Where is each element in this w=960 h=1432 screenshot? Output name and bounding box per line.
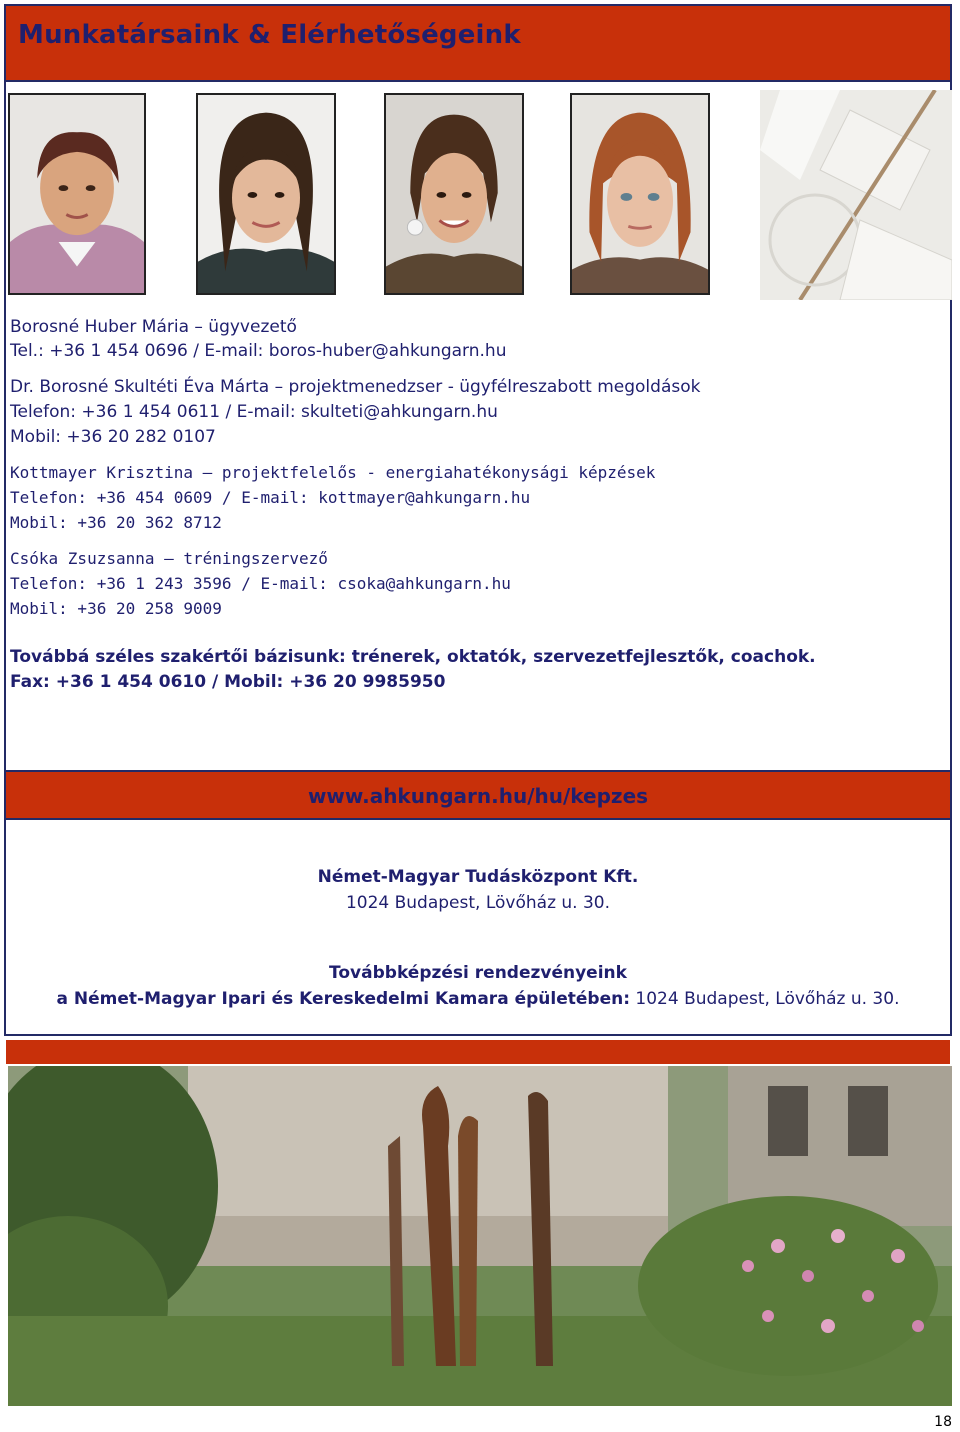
staff-1-contact: Tel.: +36 1 454 0696 / E-mail: boros-huber@ahkungarn.hu	[10, 341, 507, 361]
portrait-photo-1	[8, 93, 146, 295]
bottom-accent-bar	[6, 1040, 950, 1064]
staff-4-name: Csóka Zsuzsanna – tréningszervező	[10, 549, 328, 568]
page-title: Munkatársaink & Elérhetőségeink	[18, 20, 521, 50]
header-divider	[6, 80, 950, 82]
page-number: 18	[934, 1414, 952, 1430]
header-bar	[6, 6, 950, 80]
staff-2-contact: Telefon: +36 1 454 0611 / E-mail: skulteti@ahkungarn.hu	[10, 402, 498, 422]
staff-3-contact: Telefon: +36 454 0609 / E-mail: kottmayer@ahkungarn.hu	[10, 488, 531, 507]
staff-3-mobile: Mobil: +36 20 362 8712	[10, 513, 222, 532]
staff-2-name: Dr. Borosné Skultéti Éva Márta – projektmenedzser - ügyfélreszabott megoldások	[10, 377, 701, 397]
portrait-photo-2	[196, 93, 336, 295]
fax-mobile-text: Fax: +36 1 454 0610 / Mobil: +36 20 9985950	[10, 672, 446, 692]
website-link[interactable]: www.ahkungarn.hu/hu/kepzes	[307, 784, 649, 808]
sculpture-relief-photo	[760, 90, 952, 300]
company-address: 1024 Budapest, Lövőház u. 30.	[345, 893, 611, 913]
staff-2-mobile: Mobil: +36 20 282 0107	[10, 427, 216, 447]
portrait-photo-4	[570, 93, 710, 295]
portrait-photo-3	[384, 93, 524, 295]
events-location	[6, 986, 950, 1012]
garden-sculpture-photo	[8, 1066, 952, 1406]
events-title: Továbbképzési rendezvényeink	[329, 963, 627, 983]
staff-4-mobile: Mobil: +36 20 258 9009	[10, 599, 222, 618]
events-location-address: 1024 Budapest, Lövőház u. 30.	[630, 989, 900, 1009]
staff-1-name: Borosné Huber Mária – ügyvezető	[10, 317, 297, 337]
staff-4-contact: Telefon: +36 1 243 3596 / E-mail: csoka@ahkungarn.hu	[10, 574, 511, 593]
experts-text: Továbbá széles szakértői bázisunk: trénerek, oktatók, szervezetfejlesztők, coachok.	[10, 647, 816, 667]
website-bar	[6, 770, 950, 820]
events-location-prefix: a Német-Magyar Ipari és Kereskedelmi Kamara épületében:	[56, 989, 630, 1009]
company-name: Német-Magyar Tudásközpont Kft.	[317, 867, 639, 887]
staff-3-name: Kottmayer Krisztina – projektfelelős - energiahatékonysági képzések	[10, 463, 656, 482]
